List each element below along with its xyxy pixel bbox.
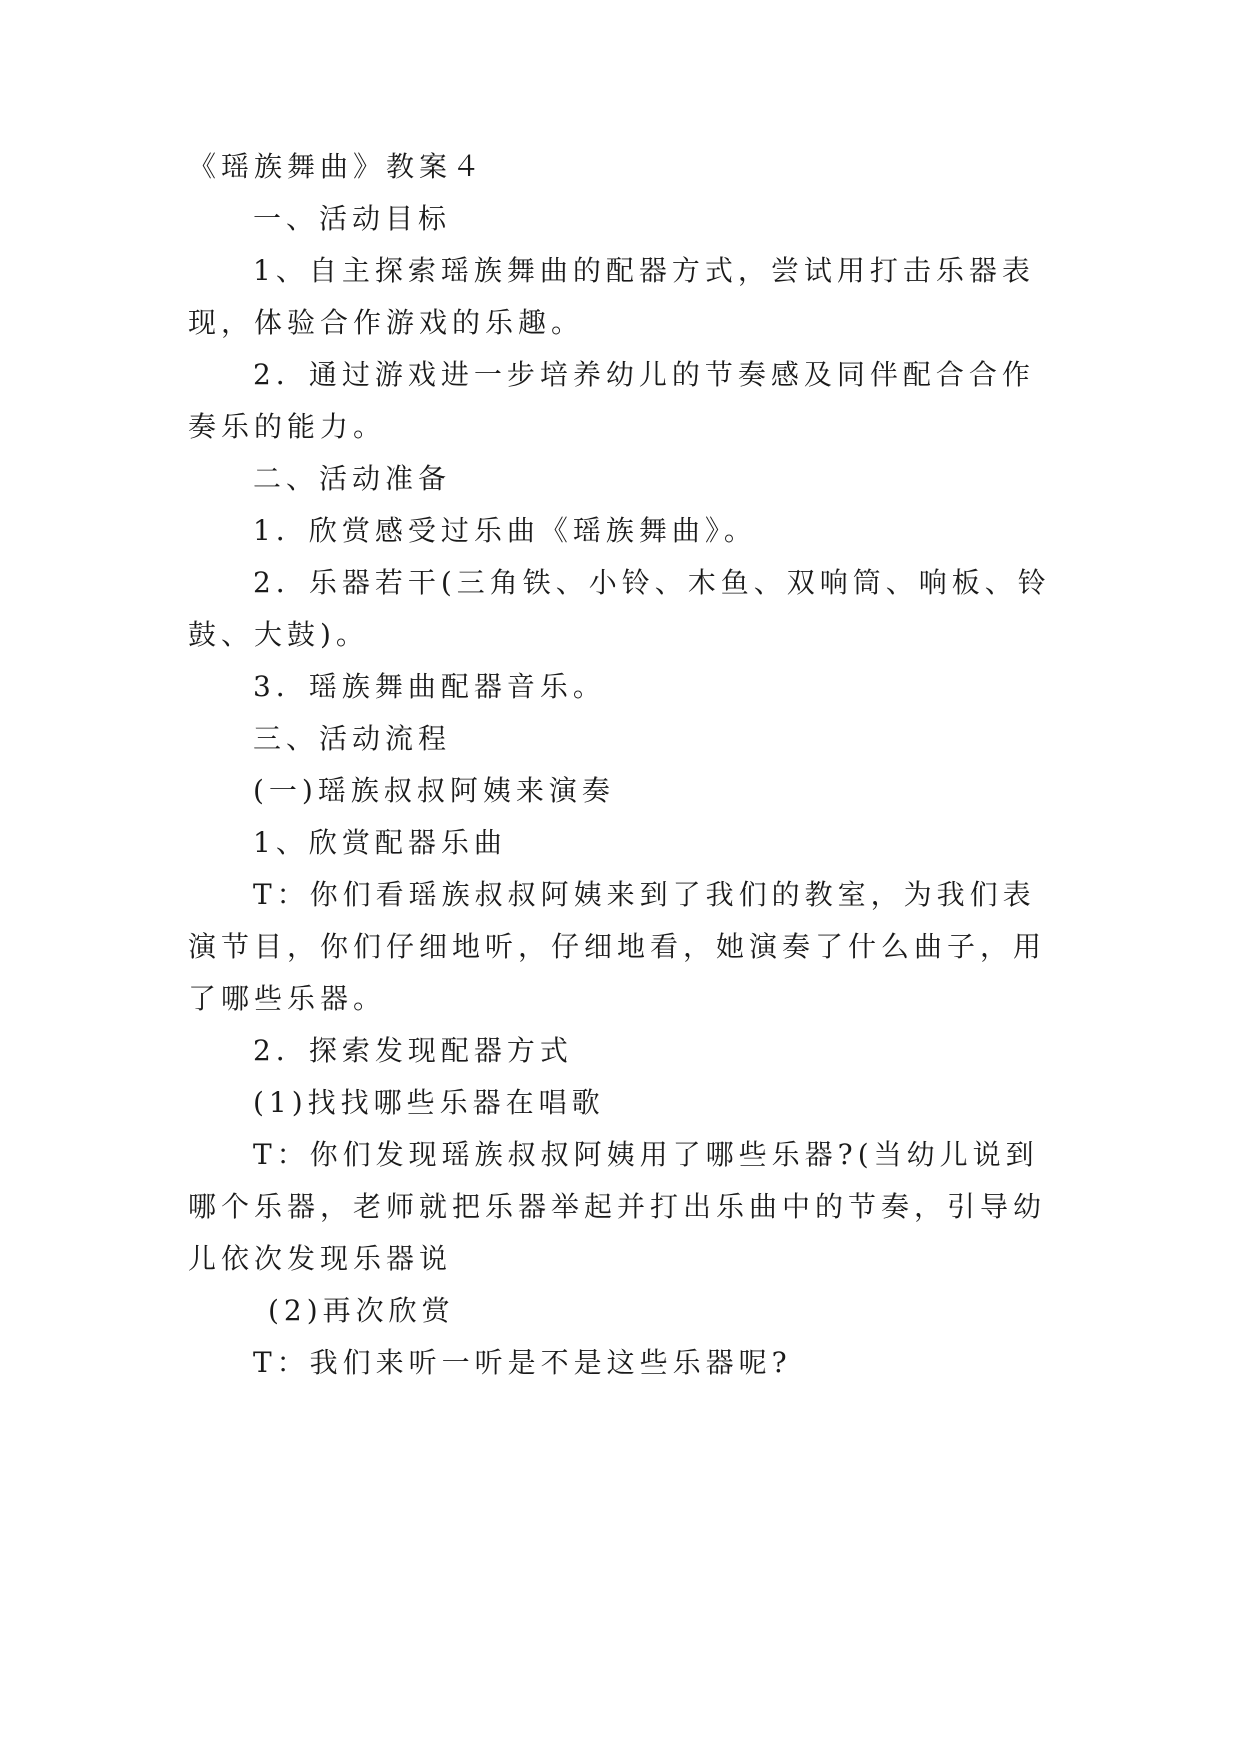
- section-heading-process: 三、活动流程: [253, 722, 452, 755]
- paragraph-line: 儿依次发现乐器说: [188, 1242, 453, 1275]
- section-heading-goals: 一、活动目标: [253, 202, 452, 235]
- document-title: 《瑶族舞曲》教案４: [188, 150, 486, 183]
- paragraph-line: (2)再次欣赏: [268, 1294, 455, 1327]
- paragraph-line: 哪个乐器，老师就把乐器举起并打出乐曲中的节奏，引导幼: [188, 1190, 1047, 1223]
- paragraph-line: 3．瑶族舞曲配器音乐。: [253, 670, 606, 703]
- paragraph-line: 2．探索发现配器方式: [253, 1034, 573, 1067]
- paragraph-line: 现，体验合作游戏的乐趣。: [188, 306, 585, 339]
- paragraph-line: 了哪些乐器。: [188, 982, 387, 1015]
- paragraph-line: 1、自主探索瑶族舞曲的配器方式，尝试用打击乐器表: [253, 254, 1035, 287]
- paragraph-line: 奏乐的能力。: [188, 410, 387, 443]
- paragraph-line: T：你们看瑶族叔叔阿姨来到了我们的教室，为我们表: [253, 878, 1036, 911]
- paragraph-line: T：我们来听一听是不是这些乐器呢?: [253, 1346, 792, 1379]
- paragraph-line: 演节目，你们仔细地听，仔细地看，她演奏了什么曲子，用: [188, 930, 1047, 963]
- paragraph-line: 2．通过游戏进一步培养幼儿的节奏感及同伴配合合作: [253, 358, 1035, 391]
- paragraph-line: (1)找找哪些乐器在唱歌: [253, 1086, 605, 1119]
- paragraph-line: 鼓、大鼓)。: [188, 618, 369, 651]
- paragraph-line: 1．欣赏感受过乐曲《瑶族舞曲》。: [253, 514, 757, 547]
- subsection-heading: (一)瑶族叔叔阿姨来演奏: [253, 774, 615, 807]
- paragraph-line: T：你们发现瑶族叔叔阿姨用了哪些乐器?(当幼儿说到: [253, 1138, 1039, 1171]
- paragraph-line: 1、欣赏配器乐曲: [253, 826, 507, 859]
- section-heading-preparation: 二、活动准备: [253, 462, 452, 495]
- paragraph-line: 2．乐器若干(三角铁、小铃、木鱼、双响筒、响板、铃: [253, 566, 1051, 599]
